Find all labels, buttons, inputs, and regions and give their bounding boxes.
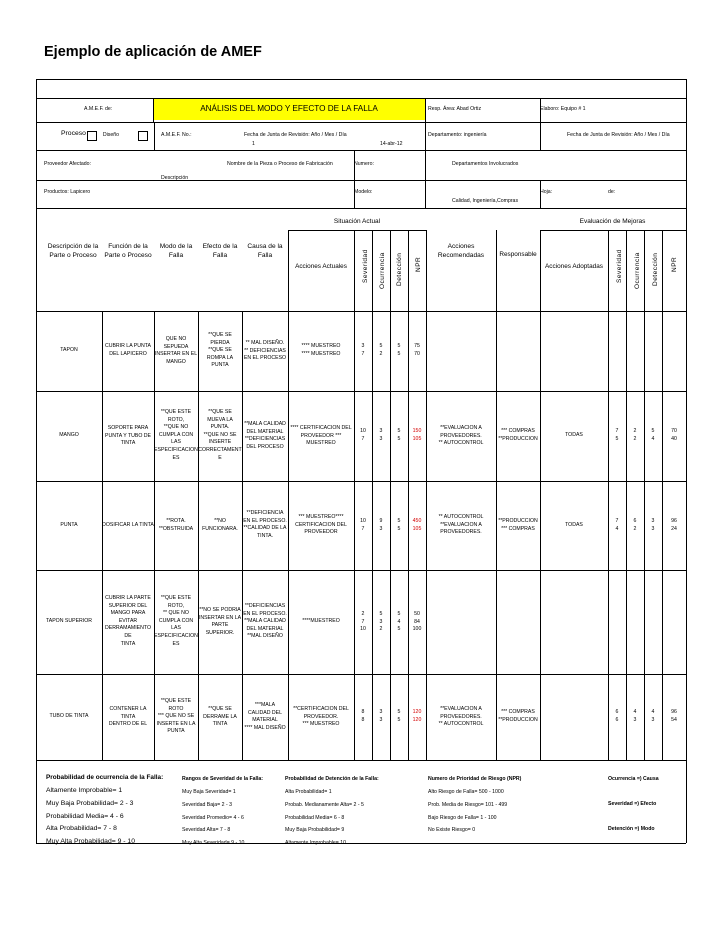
row-efecto: **QUE SE MUEVA LA PUNTA. **QUE NO SE INSERTE CORRECTAMENT E — [198, 409, 242, 461]
modelo-label: Modelo: — [354, 189, 373, 195]
row-modo: QUE NO SEPUEDA INSERTAR EN EL MANGO — [154, 336, 198, 365]
legend-item: Muy Baja Severidad= 1 — [182, 789, 236, 795]
grid-line — [408, 230, 409, 760]
row-ocurrencia: 5 3 2 — [379, 611, 383, 633]
row-deteccion2: 3 3 — [651, 518, 655, 532]
row-funcion: CONTENER LA TINTA DENTRO DE EL — [108, 706, 148, 728]
grid-line — [198, 311, 199, 760]
row-acciones-actuales: **CERTIFICACION DEL PROVEEDOR. *** MUESTREO — [293, 706, 349, 728]
row-ocurrencia: 3 3 — [379, 428, 383, 442]
grid-line — [154, 311, 155, 760]
grid-line — [425, 98, 426, 122]
row-modo: **QUE ESTE ROTO *** QUE NO SE INSERTE EN LA PUNTA — [156, 698, 196, 735]
legend-right-item: Ocurrencia =) Causa — [608, 776, 659, 782]
grid-line — [36, 122, 686, 123]
row-parte: MANGO — [59, 432, 79, 438]
row-deteccion: 5 5 — [397, 428, 401, 442]
grid-line — [36, 98, 686, 99]
legend-item: Alta Probabilidad= 7 - 8 — [46, 825, 117, 833]
grid-line — [390, 230, 391, 760]
row-deteccion: 5 5 — [397, 518, 401, 532]
row-acciones-recomendadas: ** AUTOCONTROL **EVALUACION A PROVEEDORES. — [438, 514, 484, 536]
grid-line — [354, 150, 355, 208]
legend-item: Bajo Riesgo de Falla= 1 - 100 — [428, 814, 497, 821]
proceso-label: Proceso — [61, 130, 86, 137]
row-modo: **ROTA. **OBSTRUIDA — [158, 518, 194, 532]
row-npr: 450 105 — [412, 518, 422, 532]
legend-item: Severidad Alta= 7 - 8 — [182, 827, 231, 834]
col-ocurrencia: Ocurrencia — [379, 252, 386, 289]
situacion-actual-header: Situación Actual — [333, 218, 381, 225]
row-efecto: **QUE SE PIERDA **QUE SE ROMPA LA PUNTA — [206, 332, 234, 369]
diseno-label: Diseño — [102, 132, 119, 138]
grid-line — [354, 230, 355, 760]
legend-item: Severidad Baja= 2 - 3 — [182, 801, 233, 808]
grid-line — [36, 79, 37, 843]
col-acciones-adoptadas: Acciones Adoptadas — [545, 263, 603, 270]
fecha-num: 1 — [252, 141, 255, 147]
legend-item: Probabilidad Media= 4 - 6 — [46, 812, 124, 820]
grid-line — [36, 674, 686, 675]
grid-line — [608, 230, 609, 760]
legend-item: Muy Alta Probabilidad= 9 - 10 — [46, 838, 135, 846]
col-npr2: NPR — [671, 256, 678, 272]
grid-line — [153, 98, 154, 122]
col-responsable: Responsable — [499, 251, 537, 258]
row-acciones-adoptadas: TODAS — [565, 432, 583, 438]
legend-deteccion-title: Probabilidad de Detención de la Falla: — [285, 776, 379, 782]
legend-item: Alto Riesgo de Falla= 500 - 1000 — [428, 789, 504, 795]
row-funcion: CUBRIR LA PARTE SUPERIOR DEL MANGO PARA EVITAR DERRAMAMIENTO DE TINTA — [104, 595, 152, 647]
row-severidad2: 7 5 — [615, 428, 619, 442]
row-severidad2: 7 4 — [615, 518, 619, 532]
row-deteccion: 5 5 — [397, 343, 401, 357]
grid-line — [36, 150, 686, 151]
row-ocurrencia: 3 3 — [379, 709, 383, 723]
row-acciones-actuales: *** MUESTREO**** CERTIFICACION DEL PROVEEDOR — [295, 514, 347, 536]
row-npr: 50 84 100 — [412, 611, 422, 633]
calidad-ing-label: Calidad, Ingeniería,Compras — [452, 198, 519, 204]
col-deteccion2: Detección — [652, 252, 659, 286]
deptos-involucrados-label: Departamentos Involucrados — [452, 161, 519, 167]
col-funcion: Función de la Parte o Proceso — [104, 243, 152, 259]
grid-line — [626, 230, 627, 760]
legend-npr-title: Numero de Prioridad de Riesgo (NPR) — [428, 776, 522, 782]
row-deteccion: 5 4 5 — [397, 611, 401, 633]
grid-line — [540, 230, 686, 231]
departamento-label: Departamento: ingeniería — [428, 132, 487, 138]
numero-label: Numero: — [354, 161, 374, 167]
row-funcion: DOSIFICAR LA TINTA — [102, 522, 154, 528]
legend-item: Probab. Medianamente Alta= 2 - 5 — [285, 801, 364, 808]
row-modo: **QUE ESTE ROTO, **QUE NO CUMPLA CON LAS ESPECIFICACION ES — [154, 409, 198, 461]
col-causa: Causa de la Falla — [247, 243, 283, 259]
row-causa: **MALA CALIDAD DEL MATERIAL **DEFICIENCIAS DEL PROCESO — [244, 421, 286, 450]
row-severidad2: 6 6 — [615, 709, 619, 723]
row-ocurrencia2: 4 3 — [633, 709, 637, 723]
fecha-junta-label: Fecha de Junta de Revisión: Año / Mes / Día — [244, 132, 347, 138]
row-responsable: **PRODUCCION *** COMPRAS — [498, 518, 538, 532]
legend-item: Muy Alta Severidad= 9 - 10 — [182, 840, 245, 847]
row-ocurrencia: 5 2 — [379, 343, 383, 357]
col-acciones-actuales: Acciones Actuales — [295, 263, 347, 270]
descripcion-label: Descripción — [161, 175, 189, 181]
grid-line — [540, 122, 541, 150]
nombre-pieza-label: Nombre de la Pieza o Proceso de Fabricación — [227, 161, 333, 167]
grid-line — [540, 98, 541, 122]
grid-line — [496, 230, 497, 760]
grid-line — [154, 122, 155, 150]
grid-line — [662, 230, 663, 760]
grid-line — [36, 391, 686, 392]
grid-line — [686, 79, 687, 843]
legend-right-item: Severidad =) Efecto — [608, 801, 657, 807]
row-severidad: 10 7 — [360, 428, 366, 442]
grid-line — [36, 760, 686, 761]
col-npr: NPR — [415, 256, 422, 272]
row-parte: TAPON SUPERIOR — [45, 618, 93, 624]
de-label: de: — [608, 189, 616, 195]
fecha-value: 14-abr-12 — [380, 141, 403, 147]
grid-line — [36, 208, 686, 209]
row-severidad: 10 7 — [360, 518, 366, 532]
row-acciones-adoptadas: TODAS — [565, 522, 583, 528]
grid-line — [36, 79, 686, 80]
proveedor-label: Proveedor Afectado: — [44, 161, 92, 167]
legend-item: Muy Baja Probabilidad= 2 - 3 — [46, 799, 134, 807]
row-npr2: 96 54 — [671, 709, 677, 723]
legend-item: Altamente Improbable= 1 — [46, 787, 123, 794]
row-ocurrencia2: 6 2 — [633, 518, 637, 532]
amef-de-label: A.M.E.F. de: — [84, 106, 113, 112]
row-efecto: **NO FUNCIONARA. — [202, 518, 238, 532]
row-causa: ***MALA CALIDAD DEL MATERIAL **** MAL DISEÑO — [244, 702, 286, 731]
grid-line — [425, 150, 426, 208]
grid-line — [102, 311, 103, 760]
resp-area-label: Resp. Área: Abad Ortiz — [428, 106, 482, 112]
grid-line — [288, 230, 426, 231]
legend-item: Severidad Promedio= 4 - 6 — [182, 814, 244, 821]
col-modo: Modo de la Falla — [159, 243, 193, 259]
grid-line — [36, 481, 686, 482]
row-acciones-actuales: **** CERTIFICACION DEL PROVEEDOR *** MUESTREO — [290, 425, 352, 447]
row-ocurrencia: 9 3 — [379, 518, 383, 532]
grid-line — [540, 230, 541, 760]
productos-label: Productos: Lapicero — [44, 189, 91, 195]
row-efecto: **QUE SE DERRAME LA TINTA — [203, 706, 237, 728]
row-severidad: 3 7 — [361, 343, 365, 357]
page-title: Ejemplo de aplicación de AMEF — [44, 44, 262, 60]
col-ocurrencia2: Ocurrencia — [634, 252, 641, 289]
row-npr: 120 120 — [412, 709, 422, 723]
col-deteccion: Detección — [396, 252, 403, 286]
amef-no-label: A.M.E.F. No.: — [161, 132, 192, 138]
legend-item: Prob. Media de Riesgo= 101 - 499 — [428, 801, 508, 808]
grid-line — [425, 122, 426, 150]
hoja-label: Hoja: — [540, 189, 553, 195]
row-acciones-actuales: **** MUESTREO **** MUESTREO — [301, 343, 341, 357]
row-parte: PUNTA — [60, 522, 78, 528]
row-npr: 75 70 — [414, 343, 420, 357]
legend-right-item: Detención =) Modo — [608, 826, 655, 832]
col-descripcion: Descripción de la Parte o Proceso — [47, 243, 99, 259]
grid-line — [36, 180, 686, 181]
legend-ocurrencia-title: Probabilidad de ocurrencia de la Falla: — [46, 774, 164, 781]
legend-item: Altamente Improbable= 10 — [285, 840, 346, 847]
row-causa: ** MAL DISEÑO. ** DEFICIENCIAS EN EL PROCESO — [243, 340, 287, 362]
row-modo: **QUE ESTE ROTO, ** QUE NO CUMPLA CON LAS ESPECIFICACION ES — [154, 595, 198, 647]
grid-line — [242, 311, 243, 760]
grid-line — [36, 570, 686, 571]
col-acciones-recomendadas: Acciones Recomendadas — [437, 243, 485, 259]
legend-item: Muy Baja Probabilidad= 9 — [285, 827, 345, 834]
grid-line — [426, 230, 427, 760]
main-title: ANÁLISIS DEL MODO Y EFECTO DE LA FALLA — [200, 104, 378, 113]
legend-item: Alta Probabilidad= 1 — [285, 789, 332, 795]
diseno-checkbox[interactable] — [138, 131, 148, 141]
row-deteccion2: 4 3 — [651, 709, 655, 723]
legend-severidad-title: Rangos de Severidad de la Falla: — [182, 776, 264, 782]
row-acciones-recomendadas: **EVALUACION A PROVEEDORES. ** AUTOCONTROL — [438, 425, 484, 447]
row-acciones-recomendadas: **EVALUACION A PROVEEDORES. ** AUTOCONTROL — [438, 706, 484, 728]
legend-item: Probabilidad Media= 6 - 8 — [285, 814, 345, 821]
grid-line — [372, 230, 373, 760]
grid-line — [36, 843, 686, 844]
grid-line — [644, 230, 645, 760]
col-severidad: Severidad — [362, 249, 369, 283]
row-deteccion: 5 5 — [397, 709, 401, 723]
grid-line — [36, 311, 686, 312]
row-funcion: CUBRIR LA PUNTA DEL LAPICERO — [104, 343, 152, 357]
row-causa: **DEFICIENCIA EN EL PROCESO. **CALIDAD DE LA TINTA. — [243, 510, 287, 539]
row-deteccion2: 5 4 — [651, 428, 655, 442]
row-responsable: *** COMPRAS **PRODUCCION — [498, 428, 538, 442]
row-severidad: 8 8 — [361, 709, 365, 723]
evaluacion-mejoras-header: Evaluación de Mejoras — [579, 218, 646, 225]
row-npr2: 96 24 — [671, 518, 677, 532]
col-severidad2: Severidad — [616, 249, 623, 283]
row-acciones-actuales: ****MUESTREO — [302, 618, 340, 624]
fecha-junta2-label: Fecha de Junta de Revisión: Año / Mes / Día — [567, 132, 670, 138]
grid-line — [540, 180, 541, 208]
row-severidad: 2 7 10 — [360, 611, 366, 633]
legend-item: No Existe Riesgo= 0 — [428, 827, 476, 834]
col-efecto: Efecto de la Falla — [202, 243, 238, 259]
row-npr2: 70 40 — [671, 428, 677, 442]
grid-line — [288, 230, 289, 760]
row-ocurrencia2: 2 2 — [633, 428, 637, 442]
row-efecto: **NO SE PODRIA INSERTAR EN LA PARTE SUPERIOR. — [198, 607, 242, 636]
elaboro-label: Elaboro: Equipo # 1 — [540, 106, 586, 112]
row-parte: TAPON — [60, 347, 78, 353]
legend — [44, 772, 684, 847]
row-responsable: *** COMPRAS **PRODUCCION — [498, 709, 538, 723]
row-npr: 150 105 — [412, 428, 422, 442]
row-funcion: SOPORTE PARA PUNTA Y TUBO DE TINTA — [104, 425, 152, 447]
row-parte: TUBO DE TINTA — [49, 713, 89, 719]
row-causa: **DEFICIENCIAS EN EL PROCESO. **MALA CALIDAD DEL MATERIAL **MAL DISEÑO — [243, 603, 287, 640]
